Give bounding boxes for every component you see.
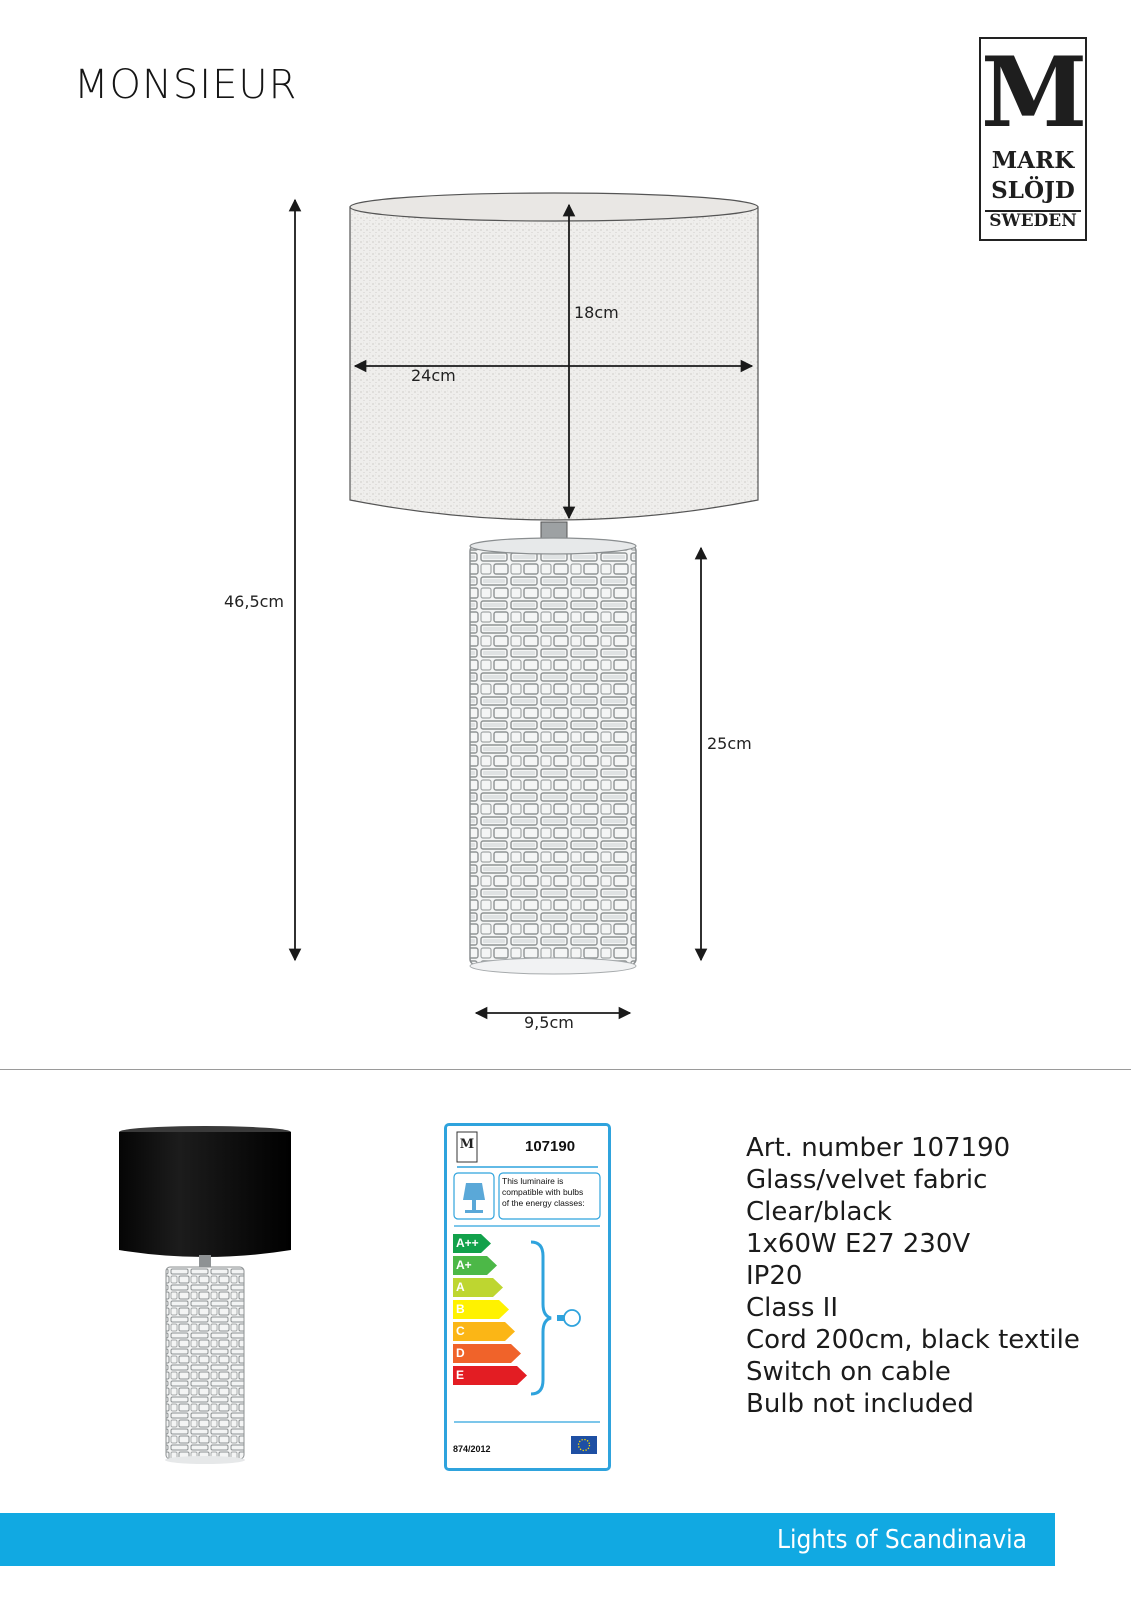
product-title: MONSIEUR bbox=[74, 62, 298, 108]
spec-line: Bulb not included bbox=[746, 1389, 974, 1419]
spec-line: 1x60W E27 230V bbox=[746, 1229, 971, 1259]
spec-line: Class II bbox=[746, 1293, 839, 1323]
energy-class-label: E bbox=[456, 1368, 465, 1382]
energy-class-label: A bbox=[456, 1280, 465, 1294]
energy-class-label: B bbox=[456, 1302, 465, 1316]
energy-class-label: A++ bbox=[456, 1236, 479, 1250]
total-height-label: 46,5cm bbox=[224, 592, 285, 611]
footer-bar bbox=[0, 1513, 1055, 1566]
spec-line: Clear/black bbox=[746, 1197, 892, 1227]
base-height-label: 25cm bbox=[707, 734, 752, 753]
energy-class-label: C bbox=[456, 1324, 465, 1338]
class-brace bbox=[531, 1242, 551, 1394]
spec-list bbox=[746, 1132, 1080, 1420]
bulb-icon bbox=[564, 1310, 580, 1326]
product-photo bbox=[110, 1124, 300, 1474]
energy-class-bar bbox=[453, 1366, 529, 1385]
eu-flag-icon bbox=[571, 1436, 597, 1454]
svg-text:M: M bbox=[459, 1137, 475, 1152]
lamp-glass-base bbox=[470, 538, 636, 974]
spec-line: IP20 bbox=[746, 1261, 803, 1291]
base-diameter-label: 9,5cm bbox=[524, 1013, 574, 1032]
energy-label-regulation: 874/2012 bbox=[453, 1444, 491, 1454]
logo-line-3: SWEDEN bbox=[989, 211, 1077, 231]
spec-line: Art. number 107190 bbox=[746, 1133, 1011, 1163]
spec-line: Cord 200cm, black textile bbox=[746, 1325, 1080, 1355]
spec-line: Glass/velvet fabric bbox=[746, 1165, 988, 1195]
logo-letter: M bbox=[981, 36, 1086, 149]
section-divider bbox=[0, 1069, 1131, 1070]
energy-label-compat-text: This luminaire is compatible with bulbs of the energy classes: bbox=[502, 1176, 585, 1208]
shade-diameter-label: 24cm bbox=[411, 366, 456, 385]
energy-label-article: 107190 bbox=[525, 1138, 576, 1155]
logo-line-2: SLÖJD bbox=[991, 177, 1075, 204]
energy-class-label: D bbox=[456, 1346, 465, 1360]
energy-class-bars bbox=[453, 1234, 533, 1394]
energy-label bbox=[444, 1123, 611, 1471]
lamp-icon bbox=[463, 1183, 485, 1200]
energy-class-label: A+ bbox=[456, 1258, 472, 1272]
shade-height-label: 18cm bbox=[574, 303, 619, 322]
spec-line: Switch on cable bbox=[746, 1357, 951, 1387]
footer-tagline: Lights of Scandinavia bbox=[776, 1525, 1027, 1555]
lamp-shade bbox=[350, 193, 758, 520]
logo-line-1: MARK bbox=[991, 147, 1075, 174]
